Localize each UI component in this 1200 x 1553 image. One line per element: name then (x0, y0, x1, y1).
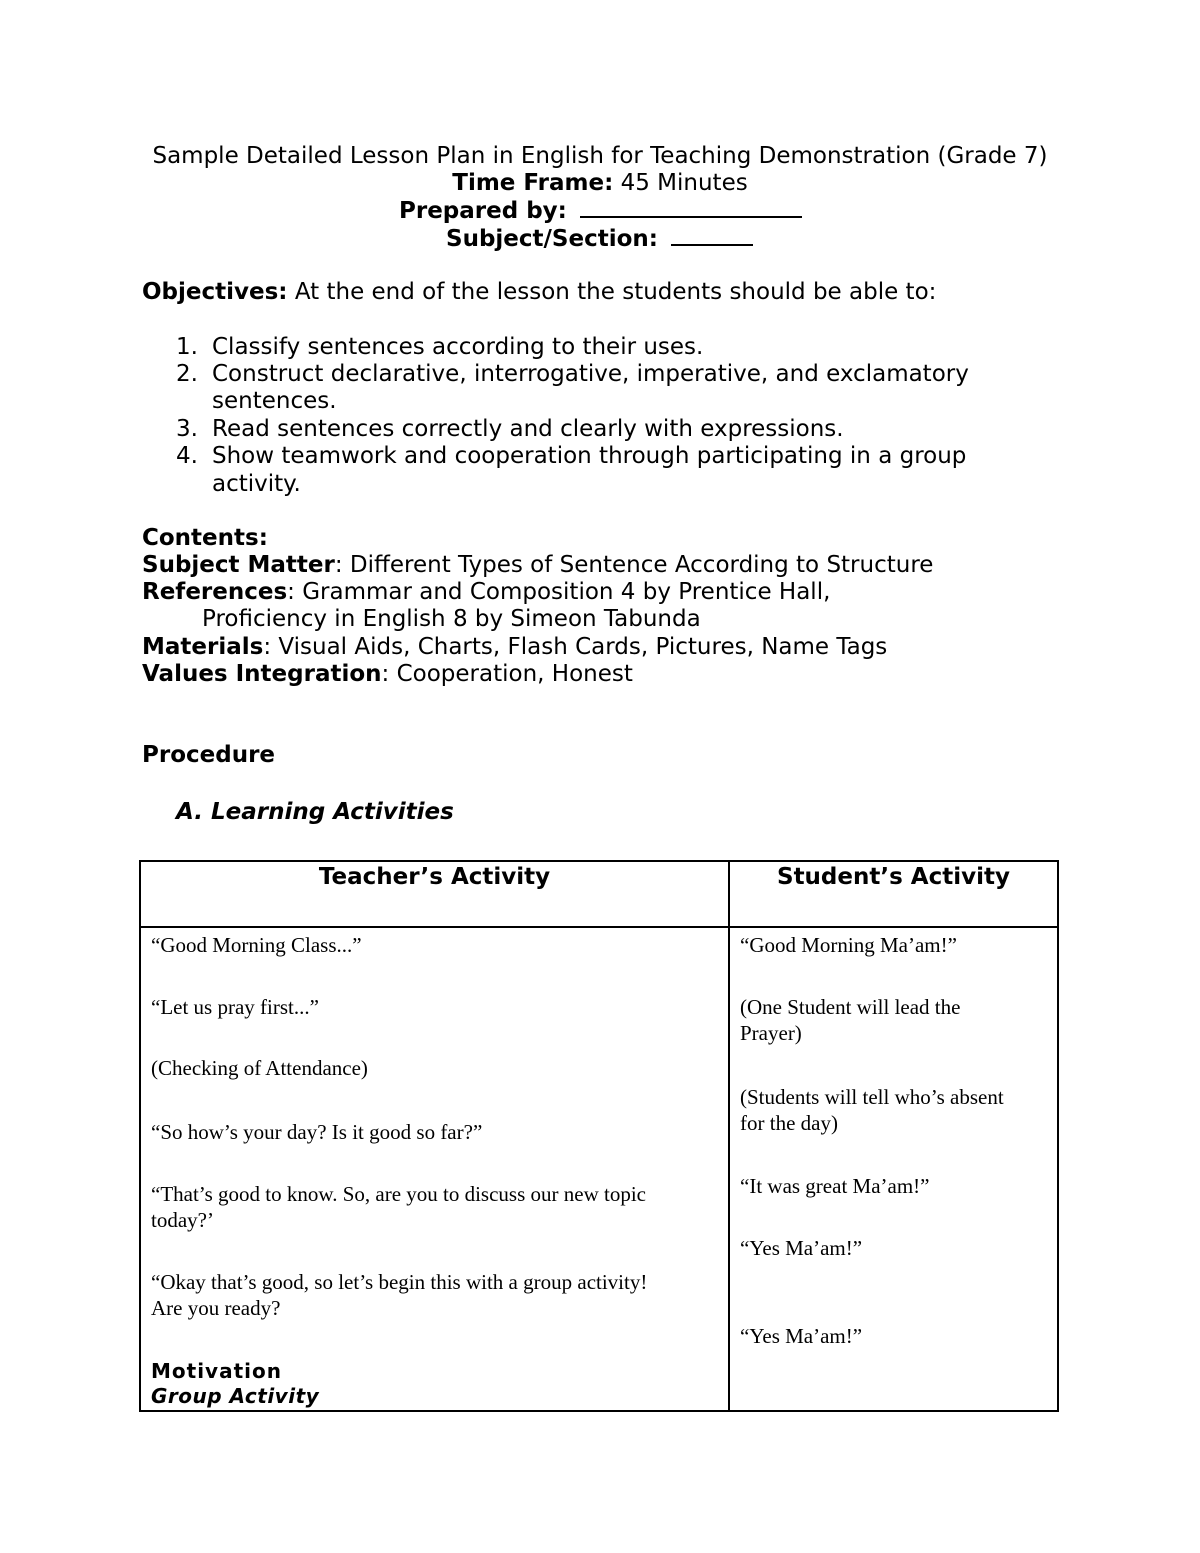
contents-heading-text: Contents: (142, 525, 268, 551)
procedure-heading (142, 741, 275, 769)
objective-number: 4. (176, 443, 198, 469)
objective-item-continued: activity. (212, 471, 301, 497)
table-header-row (140, 861, 1058, 927)
teacher-line: “So how’s your day? Is it good so far?” (151, 1120, 483, 1144)
subject-matter-line (142, 551, 933, 579)
prepared-by-label: Prepared by: (399, 198, 567, 224)
time-frame-line (0, 169, 1200, 197)
teacher-line: Are you ready? (151, 1296, 281, 1320)
student-line: “Good Morning Ma’am!” (740, 933, 957, 957)
prepared-by-blank (580, 196, 802, 218)
teacher-line: “Let us pray first...” (151, 995, 319, 1019)
subject-matter-label: Subject Matter (142, 552, 335, 578)
objectives-intro: At the end of the lesson the students should be able to: (294, 279, 937, 305)
time-frame-value: 45 Minutes (620, 170, 748, 196)
references-line-2: Proficiency in English 8 by Simeon Tabunda (202, 606, 701, 632)
teacher-line: today?’ (151, 1208, 214, 1232)
prepared-by-line (399, 196, 802, 225)
student-line: (One Student will lead the (740, 995, 961, 1019)
objective-item: Read sentences correctly and clearly with expressions. (212, 416, 844, 442)
objectives-line (142, 278, 936, 306)
objective-item: Construct declarative, interrogative, imperative, and exclamatory (212, 361, 969, 387)
values-integration-label: Values Integration (142, 661, 382, 687)
student-activity-cell (729, 927, 1058, 1411)
teacher-activity-cell (140, 927, 729, 1411)
references-line (142, 578, 830, 606)
materials-label: Materials (142, 634, 264, 660)
objective-item-continued: sentences. (212, 388, 337, 414)
student-activity-header: Student’s Activity (729, 861, 1058, 927)
values-integration-line (142, 660, 633, 688)
objectives-label: Objectives: (142, 279, 288, 305)
teacher-line: (Checking of Attendance) (151, 1056, 368, 1080)
teacher-activity-header: Teacher’s Activity (140, 861, 729, 927)
materials-line (142, 633, 887, 661)
student-line: “It was great Ma’am!” (740, 1174, 930, 1198)
table-row (140, 927, 1058, 1411)
group-activity-label: Group Activity (151, 1384, 320, 1408)
learning-activities-heading: A. Learning Activities (176, 799, 454, 825)
student-line: Prayer) (740, 1021, 802, 1045)
student-line: (Students will tell who’s absent (740, 1085, 1004, 1109)
objective-item: Show teamwork and cooperation through participating in a group (212, 443, 967, 469)
references-label: References (142, 579, 288, 605)
motivation-label: Motivation (151, 1359, 282, 1383)
procedure-heading-text: Procedure (142, 742, 276, 768)
teacher-line: “That’s good to know. So, are you to discuss our new topic (151, 1182, 646, 1206)
subject-section-label: Subject/Section: (446, 226, 658, 252)
student-line: “Yes Ma’am!” (740, 1236, 863, 1260)
subject-matter-value: : Different Types of Sentence According to Structure (334, 552, 934, 578)
teacher-line: “Okay that’s good, so let’s begin this with a group activity! (151, 1270, 648, 1294)
subject-section-line (446, 224, 753, 253)
time-frame-label: Time Frame: (452, 170, 614, 196)
values-integration-value: : Cooperation, Honest (381, 661, 633, 687)
objective-number: 1. (176, 334, 198, 360)
references-value: : Grammar and Composition 4 by Prentice Hall, (287, 579, 831, 605)
document-title: Sample Detailed Lesson Plan in English for Teaching Demonstration (Grade 7) (152, 143, 1048, 169)
subject-section-blank (671, 224, 753, 246)
materials-value: : Visual Aids, Charts, Flash Cards, Pictures, Name Tags (263, 634, 888, 660)
contents-heading (142, 524, 268, 552)
student-line: for the day) (740, 1111, 838, 1135)
objective-item: Classify sentences according to their uses. (212, 334, 704, 360)
activities-table (139, 860, 1059, 1412)
teacher-line: “Good Morning Class...” (151, 933, 362, 957)
objective-number: 3. (176, 416, 198, 442)
objective-number: 2. (176, 361, 198, 387)
student-line: “Yes Ma’am!” (740, 1324, 863, 1348)
